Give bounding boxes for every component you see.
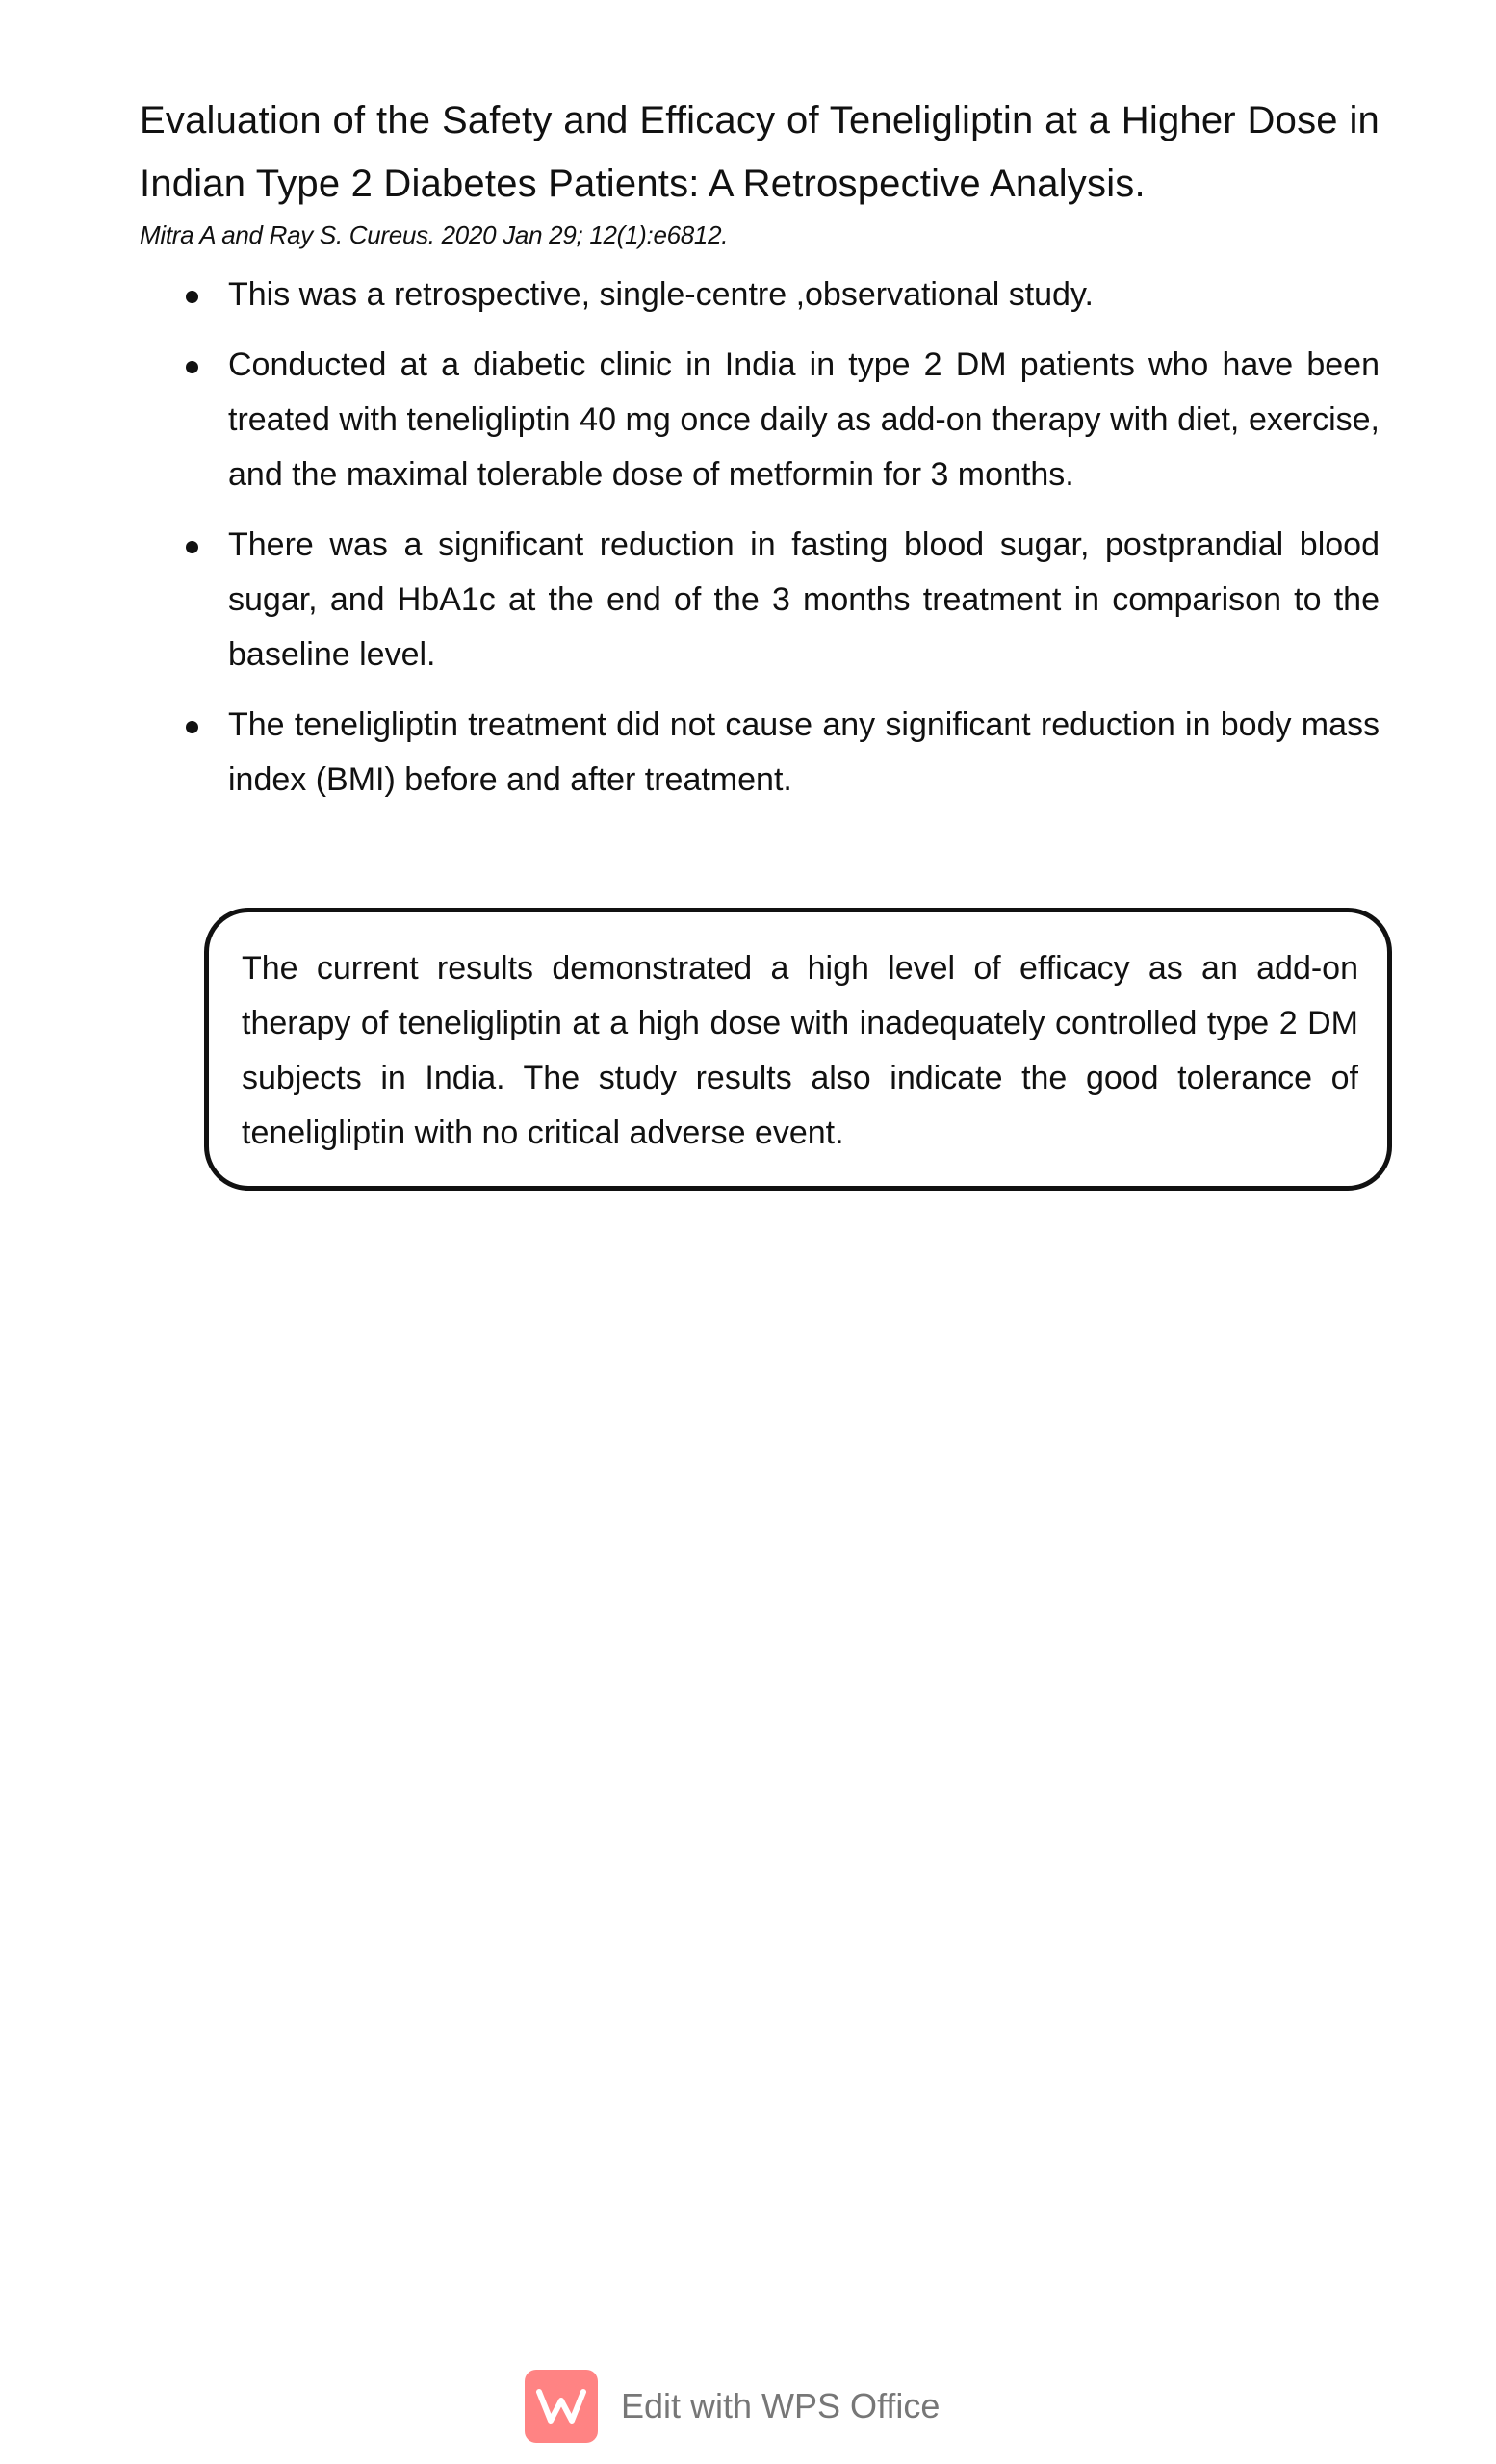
edit-with-wps-button[interactable] [525, 2370, 940, 2443]
bullet-text: There was a significant reduction in fasting blood sugar, postprandial blood sugar, and HbA1c at the end of the 3 months treatment in comparison to the baseline level. [228, 526, 1380, 673]
bullet-text: Conducted at a diabetic clinic in India in type 2 DM patients who have been treated with teneligliptin 40 mg once daily as add-on therapy with diet, exercise, and the maximal tolerable dose of metformin for 3 months. [228, 346, 1380, 493]
conclusion-box [204, 908, 1392, 1191]
wps-logo-icon [525, 2370, 598, 2443]
list-item [140, 338, 1380, 502]
bullet-icon [186, 291, 198, 303]
conclusion-text: The current results demonstrated a high level of efficacy as an add-on therapy of teneligliptin at a high dose with inadequately controlled type 2 DM subjects in India. The study results also indicate the good tolerance of teneligliptin with no critical adverse event. [242, 950, 1358, 1151]
list-item [140, 268, 1380, 322]
bullet-icon [186, 361, 198, 373]
key-points-list [140, 268, 1380, 823]
bullet-icon [186, 721, 198, 733]
citation: Mitra A and Ray S. Cureus. 2020 Jan 29; 12(1):e6812. [140, 220, 729, 249]
bullet-text: The teneligliptin treatment did not cause any significant reduction in body mass index (BMI) before and after treatment. [228, 706, 1380, 798]
bullet-text: This was a retrospective, single-centre ,observational study. [228, 276, 1094, 313]
document-title: Evaluation of the Safety and Efficacy of Teneligliptin at a Higher Dose in Indian Type 2 Diabetes Patients: A Retrospective Analysis. [140, 99, 1380, 205]
list-item [140, 698, 1380, 808]
bullet-icon [186, 541, 198, 553]
wps-label: Edit with WPS Office [621, 2386, 941, 2426]
list-item [140, 518, 1380, 682]
